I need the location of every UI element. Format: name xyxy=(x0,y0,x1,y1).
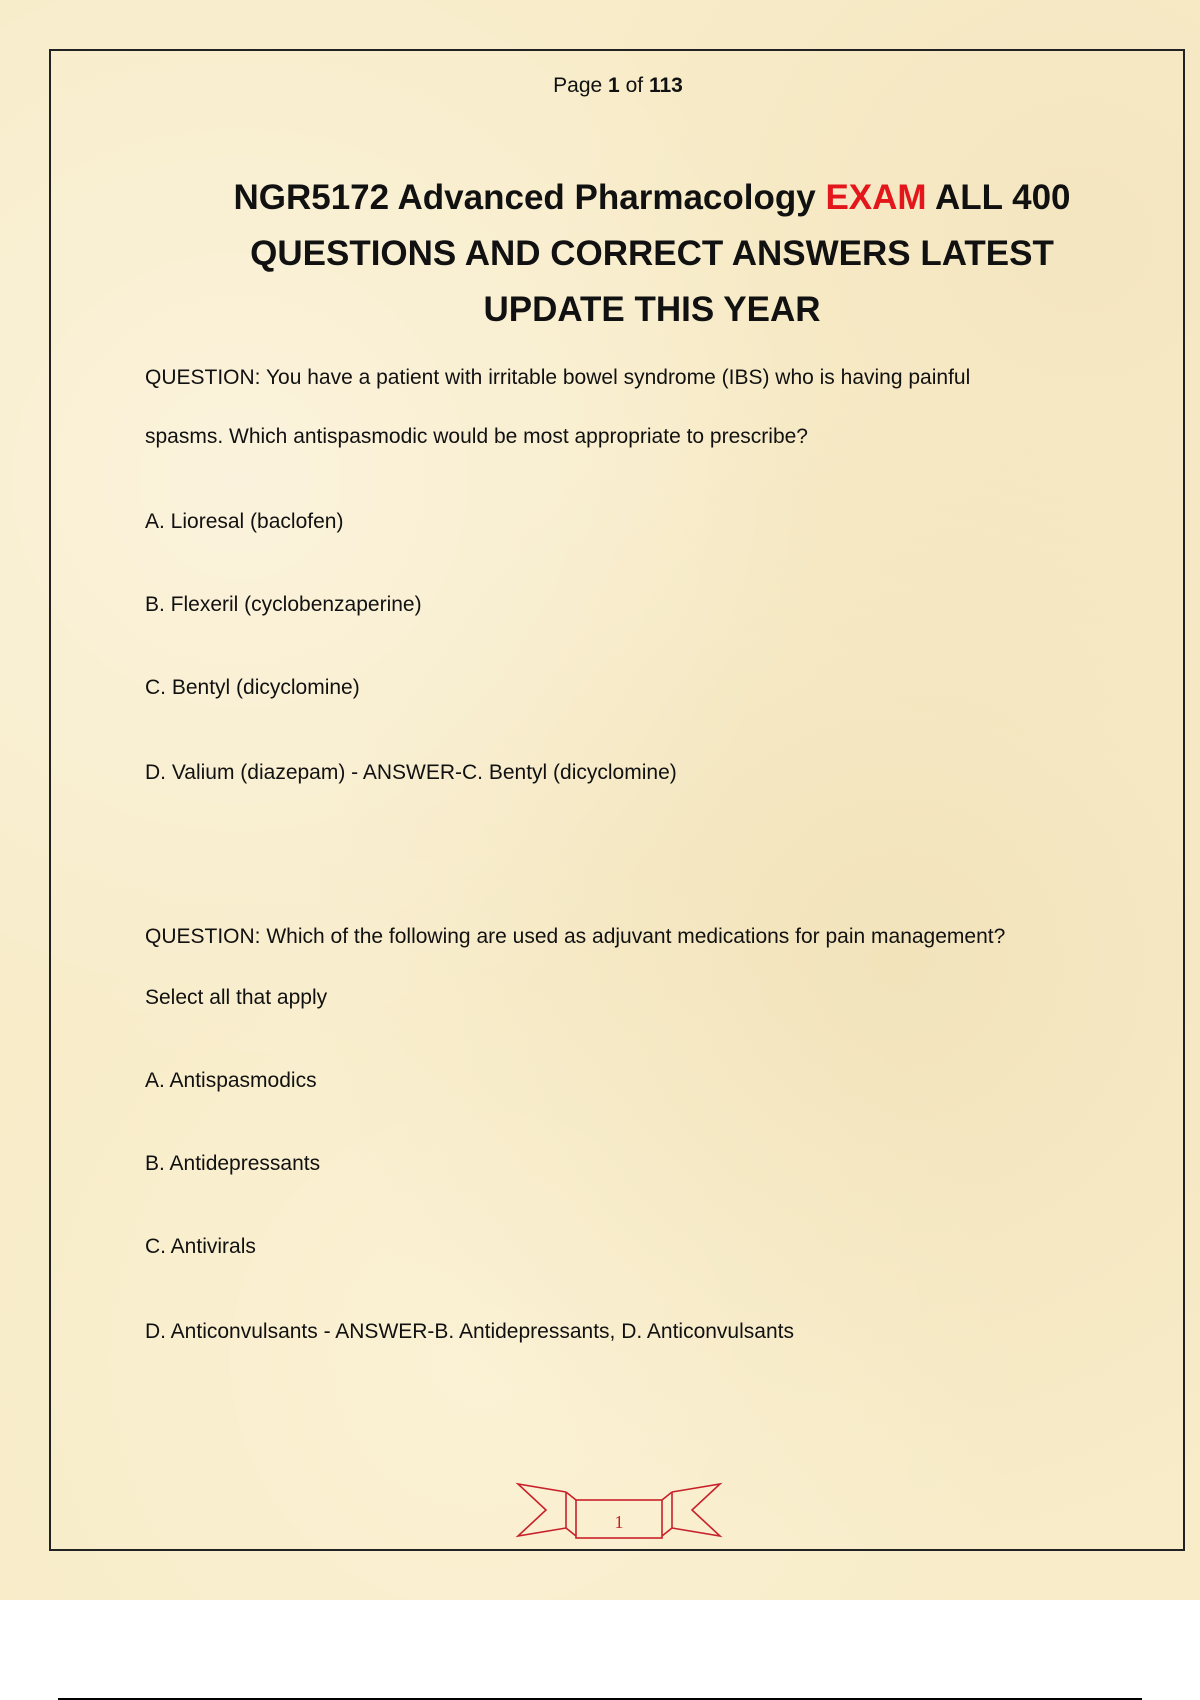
page-of: of xyxy=(625,74,644,97)
question-2-option-b: B. Antidepressants xyxy=(145,1152,321,1175)
question-1-option-a: A. Lioresal (baclofen) xyxy=(145,510,344,533)
question-1-option-c: C. Bentyl (dicyclomine) xyxy=(145,676,360,699)
title-part-1: NGR5172 Advanced Pharmacology xyxy=(233,178,826,217)
title-line-1 xyxy=(200,170,1104,226)
question-1-option-b: B. Flexeril (cyclobenzaperine) xyxy=(145,593,422,616)
title-line-3: UPDATE THIS YEAR xyxy=(483,290,821,329)
question-1-option-d-answer: D. Valium (diazepam) - ANSWER-C. Bentyl (dicyclomine) xyxy=(145,761,677,784)
page-prefix: Page xyxy=(553,74,603,97)
title-part-2: ALL 400 xyxy=(926,178,1071,217)
page-number-header xyxy=(0,74,1200,98)
title-highlight: EXAM xyxy=(825,178,927,217)
question-2-text-line-2: Select all that apply xyxy=(145,986,328,1009)
question-2-option-c: C. Antivirals xyxy=(145,1235,256,1258)
title-line-2: QUESTIONS AND CORRECT ANSWERS LATEST xyxy=(250,234,1054,273)
question-1-text-line-2: spasms. Which antispasmodic would be most appropriate to prescribe? xyxy=(145,425,808,448)
question-1-text-line-1: QUESTION: You have a patient with irritable bowel syndrome (IBS) who is having painful xyxy=(145,366,971,389)
question-2-text-line-1: QUESTION: Which of the following are used as adjuvant medications for pain management? xyxy=(145,925,1006,948)
footer-ribbon xyxy=(514,1480,724,1542)
question-2-option-d-answer: D. Anticonvulsants - ANSWER-B. Antidepressants, D. Anticonvulsants xyxy=(145,1320,794,1343)
page-current: 1 xyxy=(608,74,620,97)
document-title xyxy=(200,170,1104,338)
footer-page-number: 1 xyxy=(614,1512,624,1532)
page-total: 113 xyxy=(648,74,683,97)
question-2-option-a: A. Antispasmodics xyxy=(145,1069,317,1092)
